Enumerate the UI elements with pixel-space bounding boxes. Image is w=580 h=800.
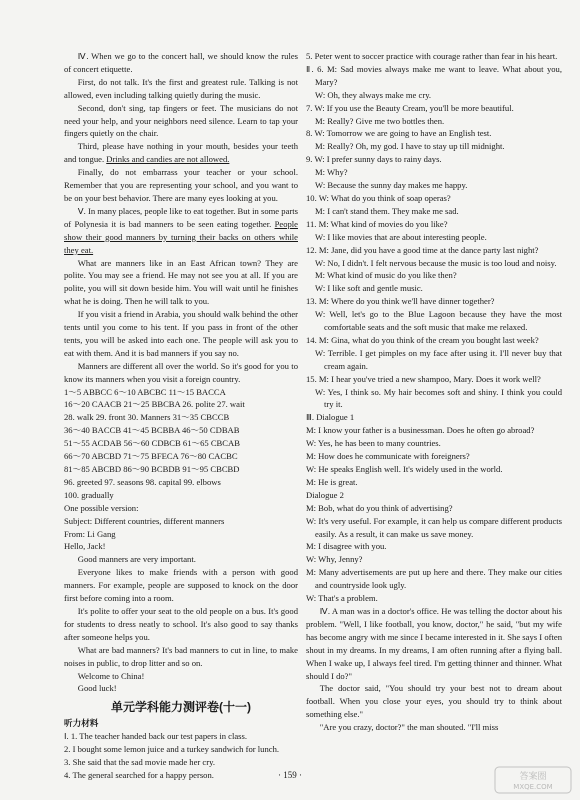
right-column xyxy=(306,50,562,734)
script-line: 7. W: If you use the Beauty Cream, you'll be more beautiful. xyxy=(306,102,514,113)
underlined-text: Drinks and candies are not allowed. xyxy=(106,154,230,165)
script-line: W: Yes, I think so. My hair becomes soft and shiny. I think you could try it. xyxy=(315,386,562,410)
listening-line: Ⅰ. 1. The teacher handed back our test papers in class. xyxy=(64,731,248,742)
answer-line: 1～5 ABBCC 6～10 ABCBC 11～15 BACCA xyxy=(64,386,226,397)
passage-5-intro xyxy=(64,205,298,257)
paragraph: Good manners are very important. xyxy=(77,554,196,565)
script-line: W: I like movies that are about interesting people. xyxy=(315,231,487,242)
paragraph xyxy=(64,140,298,166)
script-line: M: Many advertisements are put up here and there. They make our cities and countryside look ugly. xyxy=(306,567,562,591)
text-span: Third, please have nothing in your mouth, besides your teeth and tongue. xyxy=(64,141,298,165)
page-number: · 159 · xyxy=(278,770,302,780)
script-line: W: No, I didn't. I felt nervous because the music is too loud and noisy. xyxy=(315,257,557,268)
paragraph: If you visit a friend in Arabia, you should walk behind the other tents until you come to his tent. If you pass in front of the other tents, you will be asked into each one. The people will ask you to eat with them. And it is bad manners if you say no. xyxy=(64,309,298,358)
script-line: W: Well, let's go to the Blue Lagoon because they have the most comfortable seats and the soft music that make me relaxed. xyxy=(315,309,562,333)
script-line: Ⅱ. 6. M: Sad movies always make me want to leave. What about you, Mary? xyxy=(306,63,562,87)
script-line: 10. W: What do you think of soap operas? xyxy=(306,192,451,203)
paragraph: Good luck! xyxy=(77,683,117,694)
paragraph: "Are you crazy, doctor?" the man shouted. "I'll miss xyxy=(319,722,499,733)
answer-line: 100. gradually xyxy=(64,489,114,500)
script-line: W: It's very useful. For example, it can help us compare different products easily. As a result, it can make us save money. xyxy=(306,515,562,539)
script-line: W: Oh, they always make me cry. xyxy=(315,89,432,100)
paragraph: Manners are different all over the world. So it's good for you to know its manners when you visit a foreign country. xyxy=(64,360,298,384)
answer-line: 81～85 ABCBD 86～90 BCBDB 91～95 CBCBD xyxy=(64,464,240,474)
paragraph: Everyone likes to make friends with a person with good manners. For example, people are supposed to knock on the door first before coming into a room. xyxy=(64,567,298,604)
script-line: M: How does he communicate with foreigners? xyxy=(306,451,470,462)
paragraph: It's polite to offer your seat to the old people on a bus. It's good for students to dress neatly to school. It's also good to say thanks after someone helps you. xyxy=(64,605,298,642)
script-line: M: I can't stand them. They make me sad. xyxy=(315,205,459,216)
script-line: 12. M: Jane, did you have a good time at the dance party last night? xyxy=(306,244,539,255)
answer-line: 96. greeted 97. seasons 98. capital 99. elbows xyxy=(64,476,221,487)
script-line: W: That's a problem. xyxy=(306,593,378,604)
paragraph: Second, don't sing, tap fingers or feet. The musicians do not need your help, and your neighbors need silence. Learn to tap your fingers quietly on the chair. xyxy=(64,102,298,139)
script-line: W: I like soft and gentle music. xyxy=(315,283,423,294)
text-span: Ⅴ. In many places, people like to eat together. But in some parts of Polynesia it is bad manners to be seen eating together. xyxy=(64,205,298,229)
script-line: W: Yes, he has been to many countries. xyxy=(306,438,441,449)
listening-line: 2. I bought some lemon juice and a turkey sandwich for lunch. xyxy=(64,744,280,755)
script-line: M: Bob, what do you think of advertising? xyxy=(306,502,453,513)
script-line: 8. W: Tomorrow we are going to have an English test. xyxy=(306,128,492,139)
answer-line: 16～20 CAACB 21～25 BBCBA 26. polite 27. wait xyxy=(64,399,245,410)
watermark-logo xyxy=(494,766,572,794)
listening-heading: 听力材料 xyxy=(64,718,99,729)
script-line: 11. M: What kind of movies do you like? xyxy=(306,218,448,229)
answer-key xyxy=(64,386,298,502)
svg-text:答案圈: 答案圈 xyxy=(519,772,547,782)
script-line: W: He speaks English well. It's widely used in the world. xyxy=(306,464,503,474)
script-line: 14. M: Gina, what do you think of the cream you bought last week? xyxy=(306,334,539,345)
paragraph: What are manners like in an East African town? They are polite. You may see a friend. He may not see you at all. If you are polite, you will sit down beside him. You will wait until he finishes what he is doing. Then he will talk to you. xyxy=(64,257,298,307)
email-subject: Subject: Different countries, different manners xyxy=(64,515,225,526)
script-line: 13. M: Where do you think we'll have dinner together? xyxy=(306,296,495,307)
answer-line: 51～55 ACDAB 56～60 CDBCB 61～65 CBCAB xyxy=(64,438,240,449)
answer-line: 36～40 BACCB 41～45 BCBBA 46～50 CDBAB xyxy=(64,425,240,436)
dialogue-heading: Ⅲ. Dialogue 1 xyxy=(306,412,355,423)
paragraph: Finally, do not embarrass your teacher or your school. Remember that you are representing your school, and you want to be on your best behavior. There are many eyes looking at you. xyxy=(64,167,298,203)
script-line: M: Really? Give me two bottles then. xyxy=(315,115,445,126)
listening-line: 3. She said that the sad movie made her cry. xyxy=(64,757,215,768)
script-line: M: What kind of music do you like then? xyxy=(315,270,457,281)
passage-4-text: Ⅳ. A man was in a doctor's office. He was telling the doctor about his problem. "Well, I like football, you know, doctor," he said, "but my wife has become angry with me since I became interested in it. She says I often shout in my dreams. In my dreams, I am often running after a flying ball. When I wake up, I always feel tired. I'm getting thinner and thinner. What should I do?" xyxy=(306,605,562,681)
answer-line: 66～70 ABCBD 71～75 BFECA 76～80 CACBC xyxy=(64,451,238,462)
script-line: M: He is great. xyxy=(306,476,358,487)
paragraph: The doctor said, "You should try your best not to dream about football. When you close your eyes, you should try to think about something else." xyxy=(306,683,562,720)
underlined-text: People show their good manners by turning their backs on others while they eat. xyxy=(64,218,298,255)
script-line: M: I know your father is a businessman. Does he often go abroad? xyxy=(306,425,535,436)
script-line: 5. Peter went to soccer practice with courage rather than fear in his heart. xyxy=(306,51,558,61)
email-greeting: Hello, Jack! xyxy=(64,541,106,552)
sample-intro: One possible version: xyxy=(64,502,139,513)
script-line: M: Why? xyxy=(315,167,348,178)
paragraph: What are bad manners? It's bad manners to cut in line, to make noises in public, to drop litter and so on. xyxy=(64,644,298,668)
section-title: 单元学科能力测评卷(十一) xyxy=(111,700,251,715)
script-line: W: Why, Jenny? xyxy=(306,554,363,565)
passage-4-intro: Ⅳ. When we go to the concert hall, we should know the rules of concert etiquette. xyxy=(64,51,298,74)
answer-line: 28. walk 29. front 30. Manners 31～35 CBCCB xyxy=(64,412,230,423)
script-line: M: Really? Oh, my god. I have to stay up till midnight. xyxy=(315,141,505,152)
paragraph: First, do not talk. It's the first and greatest rule. Talking is not allowed, even including talking quietly during the music. xyxy=(64,76,298,100)
dialogue-heading: Dialogue 2 xyxy=(306,489,344,500)
left-column xyxy=(64,50,298,782)
script-line: W: Because the sunny day makes me happy. xyxy=(315,180,468,191)
script-line: 15. M: I hear you've tried a new shampoo, Mary. Does it work well? xyxy=(306,373,541,384)
script-line: M: I disagree with you. xyxy=(306,541,387,552)
listening-line: 4. The general searched for a happy person. xyxy=(64,769,214,780)
paragraph: Welcome to China! xyxy=(77,670,145,681)
script-line: W: Terrible. I get pimples on my face after using it. I'll never buy that cream again. xyxy=(315,347,562,371)
script-line: 9. W: I prefer sunny days to rainy days. xyxy=(306,154,442,165)
email-from: From: Li Gang xyxy=(64,528,116,539)
svg-text:MXQE.COM: MXQE.COM xyxy=(513,783,553,791)
